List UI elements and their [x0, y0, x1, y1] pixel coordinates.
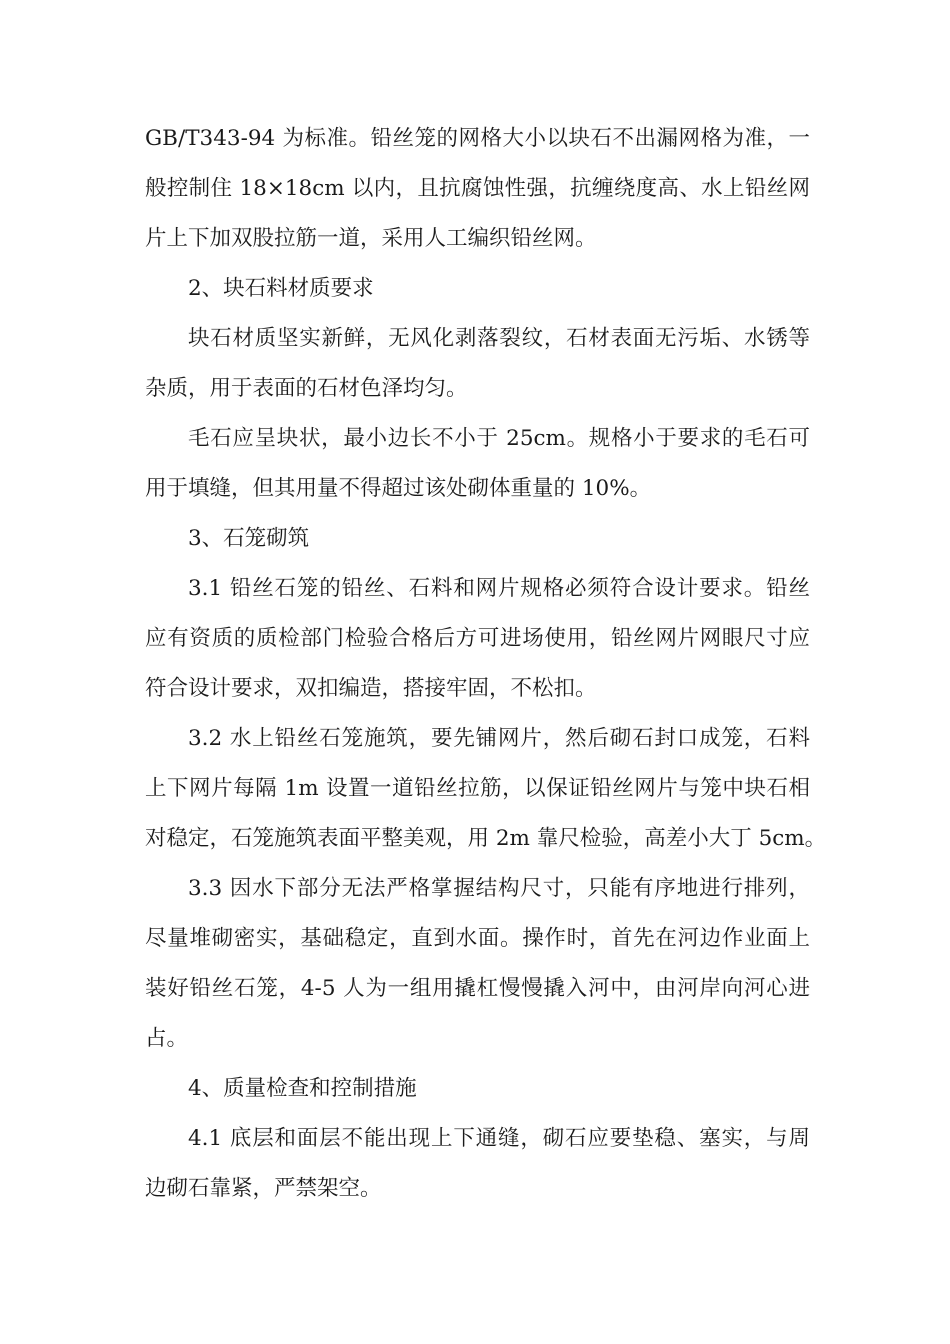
text-line: 对稳定，石笼施筑表面平整美观，用 2m 靠尺检验，高差小大丁 5cm。 [145, 826, 827, 851]
text-line: 尽量堆砌密实，基础稳定，直到水面。操作时，首先在河边作业面上 [145, 926, 810, 951]
text-line: 边砌石靠紧，严禁架空。 [145, 1176, 382, 1201]
text-line: 3.1 铅丝石笼的铅丝、石料和网片规格必须符合设计要求。铅丝 [188, 576, 810, 601]
text-line: 块石材质坚实新鲜，无风化剥落裂纹，石材表面无污垢、水锈等 [188, 326, 810, 351]
section-heading: 2、块石料材质要求 [188, 276, 374, 301]
text-line: 上下网片每隔 1m 设置一道铅丝拉筋，以保证铅丝网片与笼中块石相 [145, 776, 810, 801]
text-line: 应有资质的质检部门检验合格后方可进场使用，铅丝网片网眼尺寸应 [145, 626, 810, 651]
text-line: 杂质，用于表面的石材色泽均匀。 [145, 376, 468, 401]
section-heading: 4、质量检查和控制措施 [188, 1076, 417, 1101]
text-line: GB/T343-94 为标准。铅丝笼的网格大小以块石不出漏网格为准，一 [145, 126, 810, 151]
document-body [145, 114, 827, 1214]
text-line: 3.3 因水下部分无法严格掌握结构尺寸，只能有序地进行排列， [188, 876, 810, 901]
text-line: 4.1 底层和面层不能出现上下通缝，砌石应要垫稳、塞实，与周 [188, 1126, 810, 1151]
text-line: 符合设计要求，双扣编造，搭接牢固，不松扣。 [145, 676, 597, 701]
text-line: 3.2 水上铅丝石笼施筑，要先铺网片，然后砌石封口成笼，石料 [188, 726, 810, 751]
section-heading: 3、石笼砌筑 [188, 526, 310, 551]
text-line: 片上下加双股拉筋一道，采用人工编织铅丝网。 [145, 226, 597, 251]
text-line: 般控制住 18×18cm 以内，且抗腐蚀性强，抗缠绕度高、水上铅丝网 [145, 176, 810, 201]
text-line: 毛石应呈块状，最小边长不小于 25cm。规格小于要求的毛石可 [188, 426, 810, 451]
text-line: 装好铅丝石笼，4-5 人为一组用撬杠慢慢撬入河中，由河岸向河心进 [145, 976, 810, 1001]
text-line: 用于填缝，但其用量不得超过该处砌体重量的 10%。 [145, 476, 652, 501]
text-line: 占。 [145, 1026, 189, 1051]
